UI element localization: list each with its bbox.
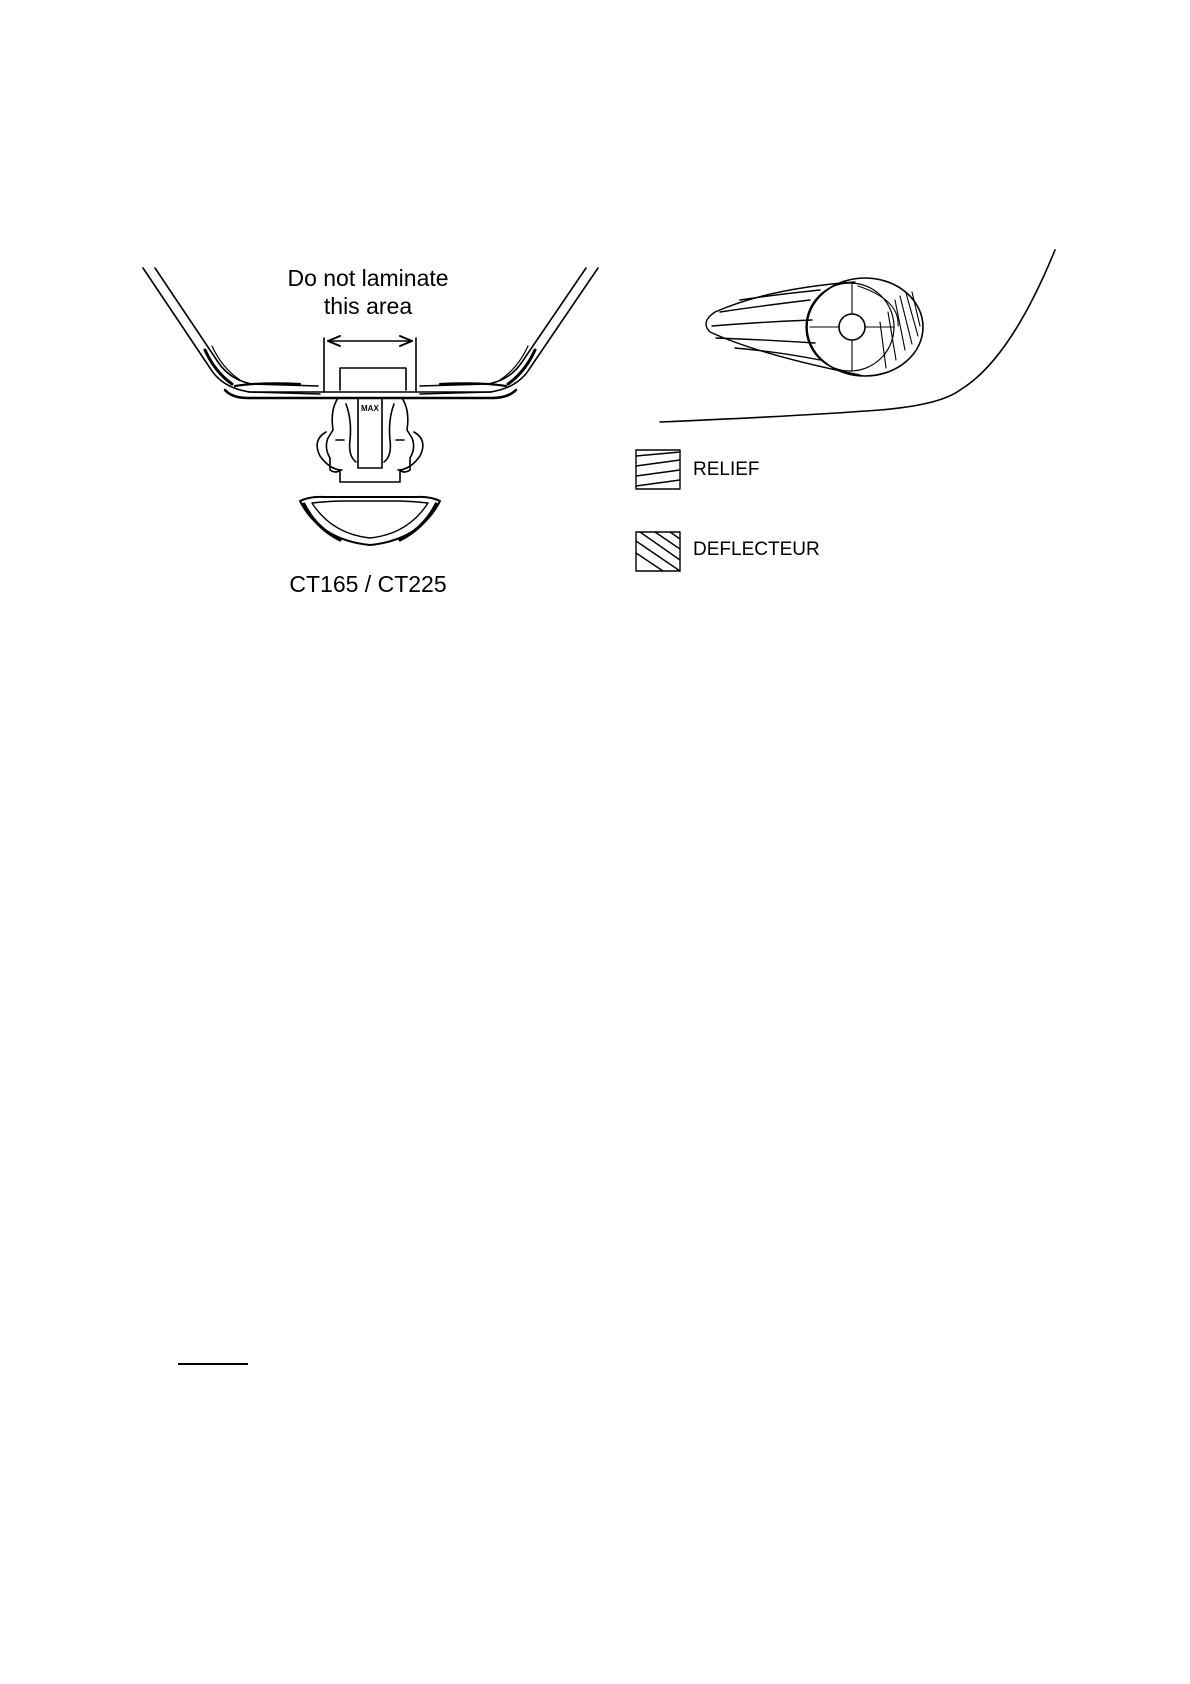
no-laminate-note-line2: this area [323, 293, 413, 319]
brand-logo: MAX [361, 404, 379, 413]
legend-label-relief: RELIEF [693, 459, 760, 480]
legend-label-deflecteur: DEFLECTEUR [693, 539, 820, 560]
no-laminate-note-line1: Do not laminate [287, 265, 449, 291]
model-caption: CT165 / CT225 [289, 571, 447, 597]
deflector-ring [806, 278, 923, 376]
footnote-rule [178, 1363, 248, 1365]
legend-swatch-deflecteur [636, 532, 680, 571]
legend-swatch-relief [636, 450, 680, 489]
relief-cone [706, 282, 860, 375]
